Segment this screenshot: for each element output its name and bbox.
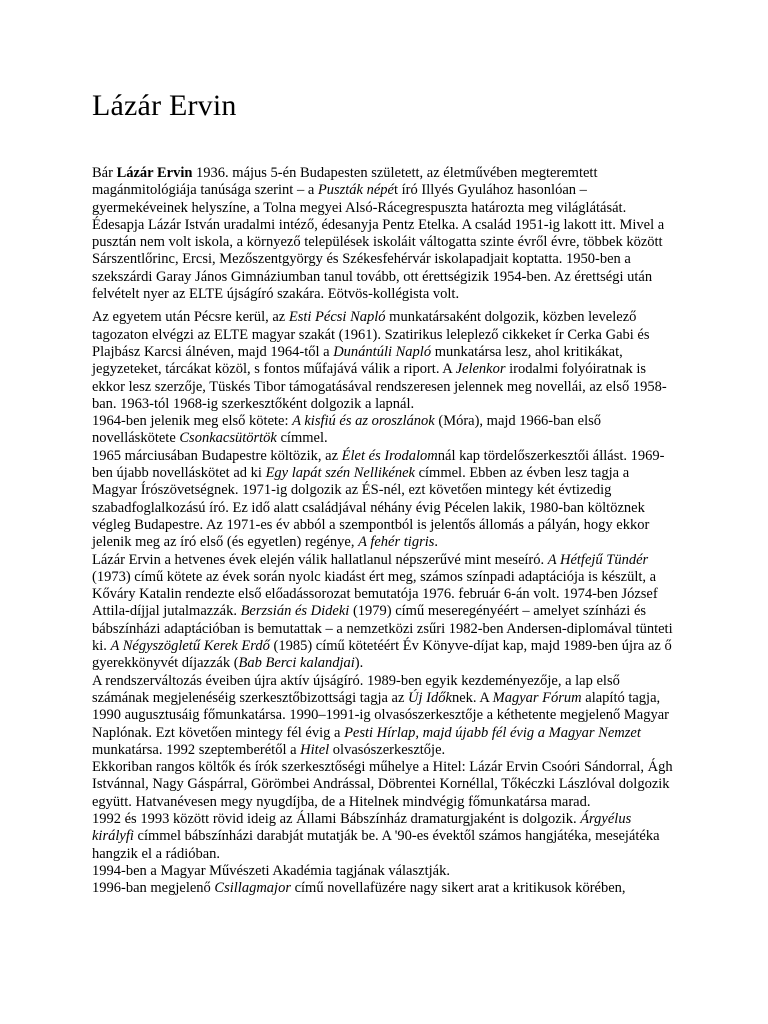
italic-title: Élet és Irodalom [341,447,438,464]
text-run: 1964-ben jelenik meg első kötete: [92,413,293,430]
paragraph [92,863,674,880]
italic-title: Pesti Hírlap, majd újabb fél évig a Magyar Nemzet [344,724,641,741]
italic-title: Új Idők [408,689,452,706]
italic-title: A kisfiú és az oroszlánok [292,413,435,430]
text-run: 1994-ben a Magyar Művészeti Akadémia tagjának választják. [92,862,450,879]
document-title: Lázár Ervin [92,89,237,122]
text-run: olvasószerkesztője. [329,741,446,758]
text-run: nál kap tördelőszerkesztői állást. 1969-ben újabb novelláskötet ad ki [92,447,665,482]
text-run: munkatársa. 1992 szeptemberétől a [92,741,301,758]
italic-title: Magyar Fórum [492,689,582,706]
italic-title: Árgyélus királyfi [92,810,632,845]
paragraph [92,673,674,759]
text-run: Lázár Ervin a hetvenes évek elején válik hallatlanul népszerűvé mint meseíró. [92,551,548,568]
text-run: alapító tagja, 1990 augusztusáig főmunkatársa. 1990–1991-ig olvasószerkesztője a kéthetente megjelenő Magyar Naplónak. Ezt követően mintegy fél évig a [92,689,670,741]
text-run: címmel. Ebben az évben lesz tagja a Magyar Írószövetségnek. 1971-ig dolgozik az ÉS-nél, ezt követően mintegy két évtizedig szabadfoglalkozású író. Ez idő alatt családjával néhány évig Pécelen lakik, 1980-ban költöznek végleg Budapestre. Az 1971-es év abból a szempontból is jelentős állomás a pályán, hogy ekkor jelenik meg az író első (és egyetlen) regénye, [92,465,650,551]
text-run: nek. A [451,689,493,706]
text-run: 1992 és 1993 között rövid ideig az Állami Bábszínház dramaturgjaként is dolgozik. [92,810,581,827]
paragraph [92,165,674,303]
text-run: (Móra), majd 1966-ban első novelláskötete [92,413,602,447]
italic-title: Csillagmajor [214,880,291,897]
text-run: 1936. május 5-én Budapesten született, az életművében megteremtett magánmitológiája tanúsága szerint – a [92,165,598,199]
text-run: munkatársaként dolgozik, közben levelező tagozaton elvégzi az ELTE magyar szakát (1961). Szatirikus leleplező cikkeket ír Cerka Gabi és Plajbász Karcsi álnéven, majd 1964-től a [92,309,650,360]
italic-title: Jelenkor [455,361,506,378]
text-run: . [434,534,439,551]
text-run: irodalmi folyóiratnak is ekkor lesz szerzője, Tüskés Tibor támogatásával rendszeresen jelennek meg novellái, az első 1958-ban. 1963-tól 1968-ig szerkesztőként dolgozik a lapnál. [92,361,667,412]
text-run: (1985) című kötetéért Év Könyve-díjat kap, majd 1989-ben újra az ő gyerekkönyvét díjazzák ( [92,638,672,672]
italic-title: Berzsián és Dideki [240,603,350,620]
italic-title: A fehér tigris [358,534,435,551]
italic-title: Dunántúli Napló [333,343,432,360]
text-run: címmel bábszínházi darabját mutatják be. A '90-es évektől számos hangjátéka, mesejátéka hangzik el a rádióban. [92,828,660,862]
text-run: Bár [92,165,117,181]
text-run: (1979) című meseregényéért – amelyet színházi és bábszínházi adaptációban is bemutattak – a nemzetközi zsűri 1982-ben Andersen-diplomával tünteti ki. [92,603,673,655]
text-run: ). [354,655,364,672]
italic-title: Puszták népé [317,182,394,199]
italic-title: Esti Pécsi Napló [288,309,386,326]
text-run: címmel. [276,430,328,447]
paragraph [92,309,674,413]
italic-title: A Négyszögletű Kerek Erdő [110,638,270,655]
text-run: Ekkoriban rangos költők és írók szerkesztőségi műhelye a Hitel: Lázár Ervin Csoóri Sándorral, Ágh Istvánnal, Nagy Gáspárral, Görömbei Andrással, Döbrentei Kornéllal, Tőkéczki Lászlóval dolgozik együtt. Hatvanévesen megy nyugdíjba, de a Hitelnek mindvégig főmunkatársa marad. [92,759,673,810]
text-run: 1996-ban megjelenő [92,880,215,897]
text-run: (1973) című kötete az évek során nyolc kiadást ért meg, számos színpadi adaptációja is készült, a Kőváry Katalin rendezte első előadássorozat bemutatója 1976. február 6-án volt. 1974-ben József Attila-díjjal jutalmazzák. [92,568,658,620]
paragraph [92,811,674,863]
paragraph [92,448,674,552]
paragraph [92,759,674,811]
text-run: A rendszerváltozás éveiben újra aktív újságíró. 1989-ben egyik kezdeményezője, a lap első számának megjelenéséig szerkesztőbizottsági tagja az [92,672,620,706]
text-run: munkatársa lesz, ahol kritikákat, jegyzeteket, tárcákat közöl, s fontos műfajává válik a riport. A [92,343,623,378]
text-run: című novellafüzére nagy sikert arat a kritikusok körében, [290,880,626,897]
document-body [92,165,674,897]
text-run: Az egyetem után Pécsre kerül, az [92,309,289,326]
paragraph [92,552,674,673]
paragraph [92,413,674,448]
italic-title: Bab Berci kalandjai [238,655,355,672]
italic-title: Hitel [300,741,330,758]
paragraph [92,880,674,897]
bold-text: Lázár Ervin [116,165,193,181]
italic-title: A Hétfejű Tündér [547,551,649,568]
text-run: t író Illyés Gyulához hasonlóan – gyermekéveinek helyszíne, a Tolna megyei Alsó-Rácegrespuszta határozta meg világlátását. Édesapja Lázár István uradalmi intéző, édesanyja Pentz Etelka. A család 1951-ig lakott itt. Mivel a pusztán nem volt iskola, a környező települések iskoláit váltogatta szinte évről évre, többek között Sárszentlőrinc, Ercsi, Mezőszentgyörgy és Székesfehérvár iskolapadjait koptatta. 1950-ben a szekszárdi Garay János Gimnáziumban tanul tovább, ott érettségizik 1954-ben. Az érettségi után felvételt nyer az ELTE újságíró szakára. Eötvös-kollégista volt. [92,182,665,303]
italic-title: Csonkacsütörtök [179,430,277,447]
italic-title: Egy lapát szén Nellikének [265,465,415,482]
text-run: 1965 márciusában Budapestre költözik, az [92,447,342,464]
